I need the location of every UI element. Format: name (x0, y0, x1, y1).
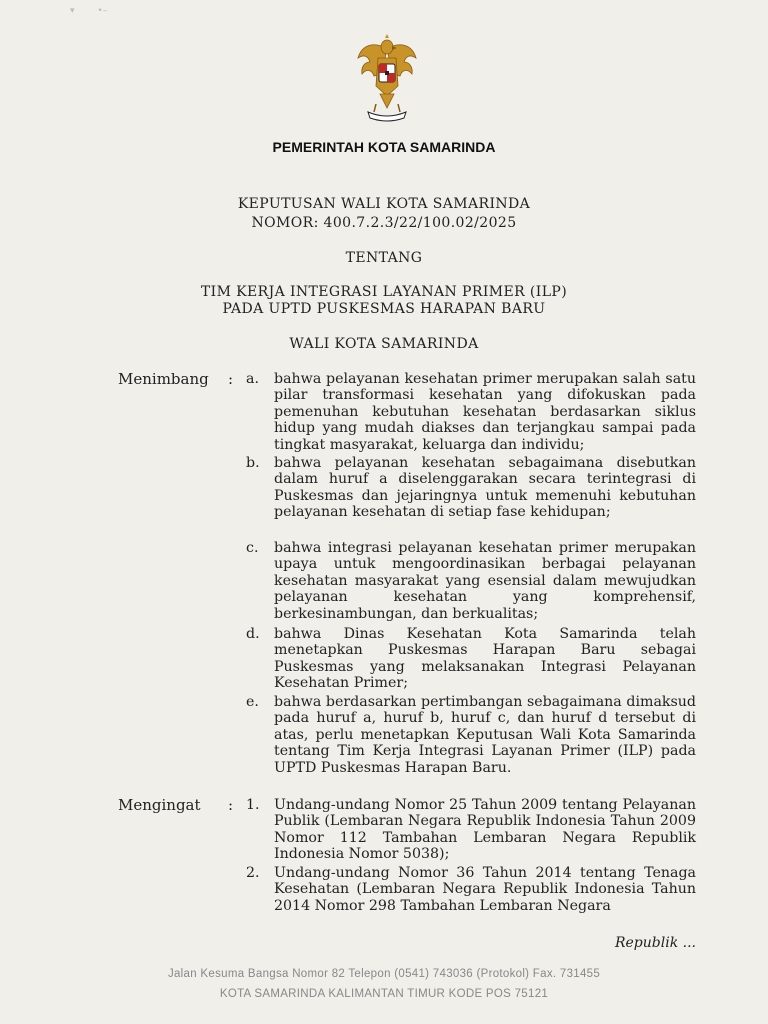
subject-line-2: PADA UPTD PUSKESMAS HARAPAN BARU (222, 301, 546, 317)
menimbang-colon: : (228, 370, 234, 388)
item-text: bahwa pelayanan kesehatan sebagaimana disebutkan dalam huruf a diselenggarakan secara terintegrasi di Puskesmas dan jejaringnya untuk memenuhi kebutuhan pelayanan kesehatan di setiap fase kehidupan; (274, 455, 696, 521)
menimbang-item-c (246, 540, 696, 622)
mengingat-label: Mengingat (118, 796, 201, 814)
decree-number: NOMOR: 400.7.2.3/22/100.02/2025 (251, 215, 517, 231)
item-text: bahwa Dinas Kesehatan Kota Samarinda telah menetapkan Puskesmas Harapan Baru sebagai Puskesmas yang melaksanakan Integrasi Pelayanan Kesehatan Primer; (274, 626, 696, 692)
menimbang-label: Menimbang (118, 370, 209, 388)
garuda-emblem-icon (354, 34, 420, 126)
mengingat-item-1 (246, 797, 696, 863)
footer-city: KOTA SAMARINDA KALIMANTAN TIMUR KODE POS 75121 (219, 988, 549, 1000)
item-marker: 2. (246, 865, 260, 881)
continuation-marker: Republik ... (614, 935, 696, 951)
item-marker: d. (246, 626, 260, 642)
about-heading: TENTANG (345, 250, 423, 266)
menimbang-item-d (246, 626, 696, 692)
item-text: bahwa berdasarkan pertimbangan sebagaimana dimaksud pada huruf a, huruf b, huruf c, dan huruf d tersebut di atas, perlu menetapkan Keputusan Wali Kota Samarinda tentang Tim Kerja Integrasi Layanan Primer (ILP) pada UPTD Puskesmas Harapan Baru. (274, 694, 696, 776)
menimbang-item-e (246, 694, 696, 776)
item-marker: b. (246, 455, 260, 471)
item-marker: a. (246, 371, 259, 387)
menimbang-item-b (246, 455, 696, 521)
decree-title: KEPUTUSAN WALI KOTA SAMARINDA (237, 196, 531, 212)
item-text: bahwa integrasi pelayanan kesehatan primer merupakan upaya untuk mengoordinasikan berbagai pelayanan kesehatan masyarakat yang esensial dalam mewujudkan pelayanan kesehatan yang komprehensif, berkesinambungan, dan berkualitas; (274, 540, 696, 622)
authority-heading: WALI KOTA SAMARINDA (289, 336, 479, 352)
item-marker: c. (246, 540, 259, 556)
subject-line-1: TIM KERJA INTEGRASI LAYANAN PRIMER (ILP) (200, 284, 568, 300)
menimbang-item-a (246, 371, 696, 453)
mengingat-item-2 (246, 865, 696, 914)
government-heading: PEMERINTAH KOTA SAMARINDA (272, 139, 496, 155)
item-text: Undang-undang Nomor 36 Tahun 2014 tentang Tenaga Kesehatan (Lembaran Negara Republik Indonesia Tahun 2014 Nomor 298 Tambahan Lembaran Negara (274, 865, 696, 914)
scan-specks: ▾ •– (70, 6, 108, 16)
item-marker: 1. (246, 797, 260, 813)
footer-address: Jalan Kesuma Bangsa Nomor 82 Telepon (0541) 743036 (Protokol) Fax. 731455 (167, 968, 601, 980)
item-text: bahwa pelayanan kesehatan primer merupakan salah satu pilar transformasi kesehatan yang difokuskan pada pemenuhan kebutuhan kesehatan berdasarkan siklus hidup yang mudah diakses dan terjangkau sampai pada tingkat masyarakat, keluarga dan individu; (274, 371, 696, 453)
item-marker: e. (246, 694, 259, 710)
item-text: Undang-undang Nomor 25 Tahun 2009 tentang Pelayanan Publik (Lembaran Negara Republik Indonesia Tahun 2009 Nomor 112 Tambahan Lembaran Negara Republik Indonesia Nomor 5038); (274, 797, 696, 863)
mengingat-colon: : (228, 796, 234, 814)
